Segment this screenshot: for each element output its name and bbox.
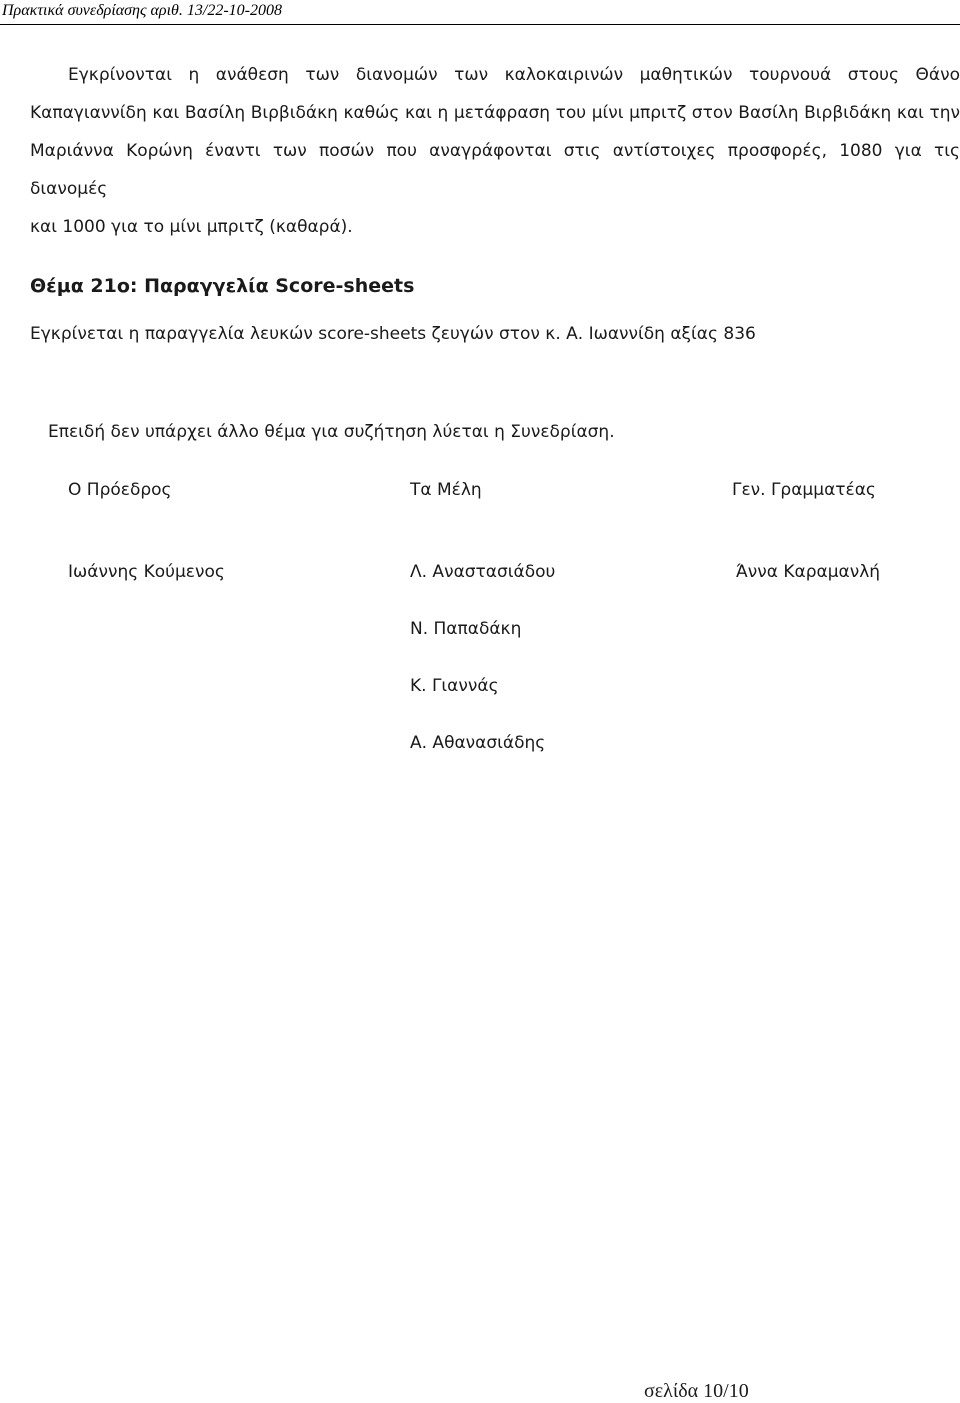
paragraph-line-2: Καπαγιαννίδη και Βασίλη Βιρβιδάκη καθώς και η μετάφραση του μίνι μπριτζ στον Βασίλη Βιρβιδάκη και την — [30, 103, 960, 123]
page-number: σελίδα 10/10 — [644, 1380, 749, 1402]
paragraph-line-4: και 1000 για το μίνι μπριτζ (καθαρά). — [30, 217, 353, 237]
president-name: Ιωάννης Κούμενος — [68, 562, 225, 582]
page-header: Πρακτικά συνεδρίασης αριθ. 13/22-10-2008 — [0, 0, 960, 25]
closing-statement: Επειδή δεν υπάρχει άλλο θέμα για συζήτηση λύεται η Συνεδρίαση. — [48, 422, 615, 442]
members-label: Τα Μέλη — [410, 480, 482, 500]
topic-text: Εγκρίνεται η παραγγελία λευκών score-sheets ζευγών στον κ. Α. Ιωαννίδη αξίας 836 — [30, 324, 756, 344]
president-label: Ο Πρόεδρος — [68, 480, 172, 500]
decision-paragraph — [30, 56, 960, 246]
paragraph-line-3: Μαριάννα Κορώνη έναντι των ποσών που αναγράφονται στις αντίστοιχες προσφορές, 1080 για τις διανομές — [30, 141, 960, 199]
member-name: Λ. Αναστασιάδου — [410, 562, 556, 582]
member-name: Κ. Γιαννάς — [410, 676, 499, 696]
secretary-label: Γεν. Γραμματέας — [732, 480, 876, 500]
secretary-name: Άννα Καραμανλή — [736, 562, 881, 582]
topic-title: Θέμα 21ο: Παραγγελία Score-sheets — [30, 275, 415, 297]
member-name: Ν. Παπαδάκη — [410, 619, 522, 639]
paragraph-line-1: Εγκρίνονται η ανάθεση των διανομών των καλοκαιρινών μαθητικών τουρνουά στους Θάνο — [68, 65, 960, 85]
member-name: Α. Αθανασιάδης — [410, 733, 546, 753]
